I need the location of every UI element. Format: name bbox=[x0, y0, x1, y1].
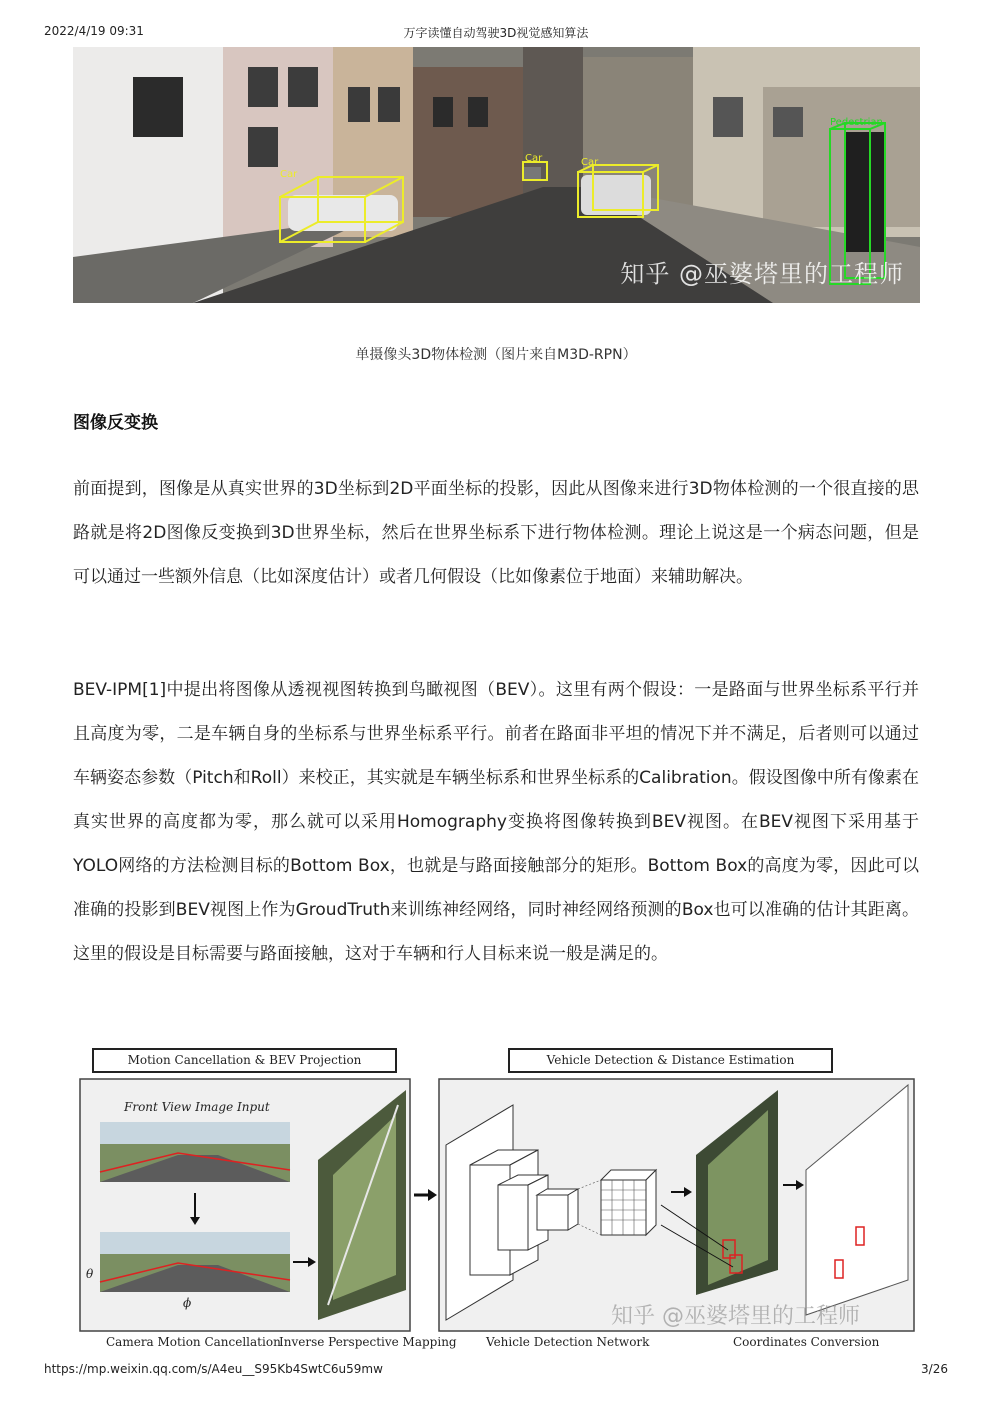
label-inverse-perspective-mapping: Inverse Perspective Mapping bbox=[279, 1335, 457, 1349]
pedestrian-label: Pedestrian bbox=[830, 117, 883, 128]
theta-symbol: θ bbox=[86, 1267, 94, 1281]
photo-watermark: 知乎 @巫婆塔里的工程师 bbox=[620, 260, 904, 288]
m3d-rpn-street-image bbox=[73, 47, 920, 303]
car-label-3: Car bbox=[581, 157, 599, 168]
label-vehicle-detection-network: Vehicle Detection Network bbox=[486, 1335, 650, 1349]
vehicle-detection-title: Vehicle Detection & Distance Estimation bbox=[508, 1048, 833, 1073]
motion-cancellation-title: Motion Cancellation & BEV Projection bbox=[92, 1048, 397, 1073]
footer-url[interactable]: https://mp.weixin.qq.com/s/A4eu__S95Kb4SwtC6u59mw bbox=[44, 1362, 383, 1376]
header-doc-title: 万字读懂自动驾驶3D视觉感知算法 bbox=[403, 26, 589, 40]
bev-ipm-pipeline-figure bbox=[78, 1045, 920, 1357]
front-view-label: Front View Image Input bbox=[124, 1100, 270, 1114]
paragraph-2: BEV-IPM[1]中提出将图像从透视视图转换到鸟瞰视图（BEV）。这里有两个假设：一是路面与世界坐标系平行并且高度为零，二是车辆自身的坐标系与世界坐标系平行。前者在路面非平坦的情况下并不满足，后者则可以通过车辆姿态参数（Pitch和Roll）来校正，其实就是车辆坐标系和世界坐标系的Calibration。假设图像中所有像素在真实世界的高度都为零，那么就可以采用Homography变换将图像转换到BEV视图。在BEV视图下采用基于YOLO网络的方法检测目标的Bottom Box，也就是与路面接触部分的矩形。Bottom Box的高度为零，因此可以准确的投影到BEV视图上作为GroudTruth来训练神经网络，同时神经网络预测的Box也可以准确的估计其距离。这里的假设是目标需要与路面接触，这对于车辆和行人目标来说一般是满足的。 bbox=[73, 680, 919, 964]
car-label-1: Car bbox=[280, 169, 298, 180]
header-datetime: 2022/4/19 09:31 bbox=[44, 24, 144, 38]
figure-watermark: 知乎 @巫婆塔里的工程师 bbox=[611, 1304, 860, 1329]
label-coordinates-conversion: Coordinates Conversion bbox=[733, 1335, 880, 1349]
phi-symbol: ϕ bbox=[183, 1296, 192, 1310]
image-caption: 单摄像头3D物体检测（图片来自M3D-RPN） bbox=[355, 347, 637, 363]
section-heading: 图像反变换 bbox=[73, 413, 158, 433]
car-label-2: Car bbox=[525, 153, 543, 164]
paragraph-1: 前面提到，图像是从真实世界的3D坐标到2D平面坐标的投影，因此从图像来进行3D物体检测的一个很直接的思路就是将2D图像反变换到3D世界坐标，然后在世界坐标系下进行物体检测。理论上说这是一个病态问题，但是可以通过一些额外信息（比如深度估计）或者几何假设（比如像素位于地面）来辅助解决。 bbox=[73, 479, 919, 587]
footer-page-number: 3/26 bbox=[921, 1362, 948, 1376]
label-camera-motion-cancellation: Camera Motion Cancellation bbox=[106, 1335, 281, 1349]
